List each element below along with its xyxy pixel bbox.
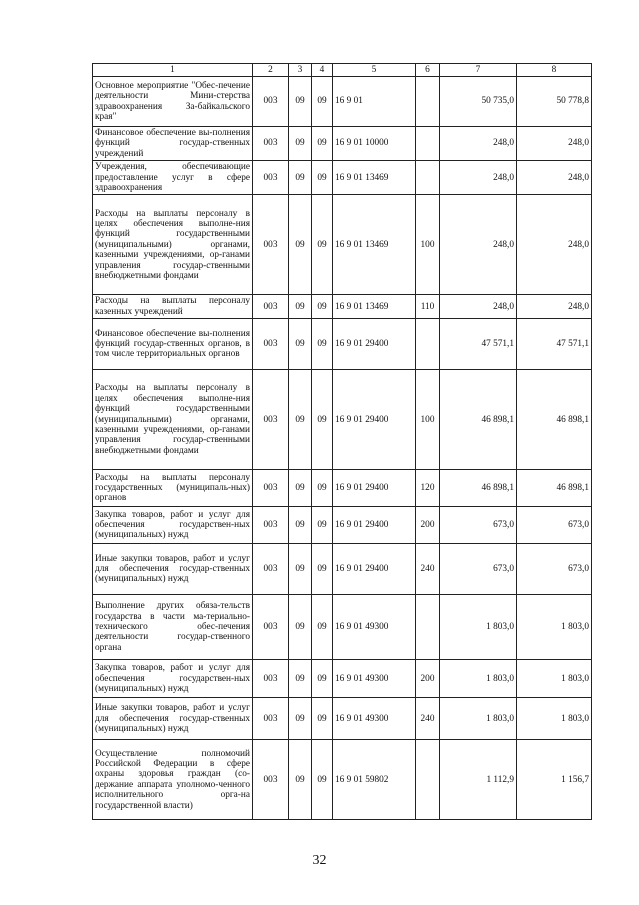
row-expense-type: 120 [416, 470, 440, 507]
row-section: 09 [289, 740, 312, 820]
row-target-article: 16 9 01 29400 [333, 319, 416, 370]
row-amount-year-2: 248,0 [517, 295, 592, 319]
row-subsection: 09 [312, 370, 333, 470]
row-subsection: 09 [312, 660, 333, 698]
row-amount-year-1: 1 803,0 [440, 698, 517, 740]
row-target-article: 16 9 01 13469 [333, 295, 416, 319]
row-subsection: 09 [312, 740, 333, 820]
row-expense-type [416, 595, 440, 660]
row-amount-year-1: 248,0 [440, 127, 517, 161]
row-subsection: 09 [312, 127, 333, 161]
row-admin-code: 003 [253, 698, 289, 740]
row-description: Учреждения, обеспечивающие предоставление услуг в сфере здравоохранения [93, 161, 253, 195]
row-expense-type [416, 77, 440, 127]
row-section: 09 [289, 507, 312, 544]
row-section: 09 [289, 595, 312, 660]
row-section: 09 [289, 295, 312, 319]
row-amount-year-2: 46 898,1 [517, 370, 592, 470]
row-amount-year-1: 673,0 [440, 544, 517, 595]
header-cell: 5 [333, 64, 416, 77]
row-expense-type: 240 [416, 544, 440, 595]
header-cell: 1 [93, 64, 253, 77]
row-amount-year-1: 50 735,0 [440, 77, 517, 127]
row-admin-code: 003 [253, 660, 289, 698]
table-row [93, 195, 592, 295]
row-description: Расходы на выплаты персоналу в целях обеспечения выполне-ния функций государственными (муниципальными) органами, казенными учреждениями, ор-ганами управления государ-ственными внебюджетными фондами [93, 370, 253, 470]
row-section: 09 [289, 544, 312, 595]
row-subsection: 09 [312, 195, 333, 295]
row-amount-year-2: 1 156,7 [517, 740, 592, 820]
table-row [93, 660, 592, 698]
row-amount-year-2: 673,0 [517, 507, 592, 544]
row-amount-year-2: 1 803,0 [517, 698, 592, 740]
row-section: 09 [289, 319, 312, 370]
row-section: 09 [289, 195, 312, 295]
row-amount-year-2: 1 803,0 [517, 595, 592, 660]
row-description: Закупка товаров, работ и услуг для обеспечения государствен-ных (муниципальных) нужд [93, 507, 253, 544]
row-expense-type: 110 [416, 295, 440, 319]
table-row [93, 507, 592, 544]
row-subsection: 09 [312, 295, 333, 319]
row-section: 09 [289, 698, 312, 740]
row-amount-year-1: 46 898,1 [440, 370, 517, 470]
row-expense-type [416, 127, 440, 161]
row-amount-year-2: 673,0 [517, 544, 592, 595]
row-description: Иные закупки товаров, работ и услуг для обеспечения государ-ственных (муниципальных) нужд [93, 544, 253, 595]
row-target-article: 16 9 01 13469 [333, 195, 416, 295]
row-target-article: 16 9 01 49300 [333, 660, 416, 698]
row-subsection: 09 [312, 544, 333, 595]
row-section: 09 [289, 127, 312, 161]
row-amount-year-2: 248,0 [517, 195, 592, 295]
row-amount-year-1: 673,0 [440, 507, 517, 544]
row-subsection: 09 [312, 470, 333, 507]
row-admin-code: 003 [253, 470, 289, 507]
row-admin-code: 003 [253, 77, 289, 127]
row-amount-year-2: 248,0 [517, 161, 592, 195]
row-description: Финансовое обеспечение вы-полнения функций государ-ственных органов, в том числе территориальных органов [93, 319, 253, 370]
table-row [93, 319, 592, 370]
row-description: Основное мероприятие "Обес-печение деятельности Мини-стерства здравоохранения За-байкальского края" [93, 77, 253, 127]
row-target-article: 16 9 01 29400 [333, 470, 416, 507]
row-admin-code: 003 [253, 507, 289, 544]
header-cell: 4 [312, 64, 333, 77]
row-admin-code: 003 [253, 740, 289, 820]
row-description: Иные закупки товаров, работ и услуг для обеспечения государ-ственных (муниципальных) нужд [93, 698, 253, 740]
table-row [93, 127, 592, 161]
table-row [93, 595, 592, 660]
row-description: Финансовое обеспечение вы-полнения функций государ-ственных учреждений [93, 127, 253, 161]
row-subsection: 09 [312, 698, 333, 740]
row-expense-type: 200 [416, 660, 440, 698]
row-description: Осуществление полномочий Российской Федерации в сфере охраны здоровья граждан (со-держание аппарата уполномо-ченного исполнительного орга-на государственной власти) [93, 740, 253, 820]
row-section: 09 [289, 77, 312, 127]
row-target-article: 16 9 01 29400 [333, 507, 416, 544]
row-amount-year-2: 1 803,0 [517, 660, 592, 698]
row-section: 09 [289, 370, 312, 470]
row-amount-year-1: 1 803,0 [440, 595, 517, 660]
row-admin-code: 003 [253, 370, 289, 470]
table-row [93, 544, 592, 595]
row-description: Выполнение других обяза-тельств государства в части ма-териально-технического обес-печения деятельности государ-ственного органа [93, 595, 253, 660]
row-target-article: 16 9 01 [333, 77, 416, 127]
table-row [93, 295, 592, 319]
row-description: Расходы на выплаты персоналу казенных учреждений [93, 295, 253, 319]
row-expense-type: 240 [416, 698, 440, 740]
row-amount-year-1: 248,0 [440, 195, 517, 295]
row-amount-year-2: 47 571,1 [517, 319, 592, 370]
table-row [93, 698, 592, 740]
row-amount-year-1: 1 803,0 [440, 660, 517, 698]
row-amount-year-1: 46 898,1 [440, 470, 517, 507]
row-description: Расходы на выплаты персоналу в целях обеспечения выполне-ния функций государственными (муниципальными) органами, казенными учреждениями, ор-ганами управления государ-ственными внебюджетными фондами [93, 195, 253, 295]
table-row [93, 740, 592, 820]
row-amount-year-2: 46 898,1 [517, 470, 592, 507]
row-expense-type: 200 [416, 507, 440, 544]
row-target-article: 16 9 01 59802 [333, 740, 416, 820]
header-cell: 8 [517, 64, 592, 77]
row-admin-code: 003 [253, 161, 289, 195]
header-cell: 7 [440, 64, 517, 77]
row-description: Закупка товаров, работ и услуг для обеспечения государствен-ных (муниципальных) нужд [93, 660, 253, 698]
row-admin-code: 003 [253, 295, 289, 319]
table-header-row [93, 64, 592, 77]
row-subsection: 09 [312, 77, 333, 127]
row-expense-type [416, 740, 440, 820]
row-section: 09 [289, 161, 312, 195]
row-expense-type: 100 [416, 370, 440, 470]
row-expense-type [416, 161, 440, 195]
table-row [93, 161, 592, 195]
header-cell: 3 [289, 64, 312, 77]
row-target-article: 16 9 01 49300 [333, 698, 416, 740]
row-subsection: 09 [312, 507, 333, 544]
row-admin-code: 003 [253, 319, 289, 370]
budget-table [92, 63, 592, 820]
table-row [93, 470, 592, 507]
row-amount-year-1: 1 112,9 [440, 740, 517, 820]
row-description: Расходы на выплаты персоналу государственных (муниципаль-ных) органов [93, 470, 253, 507]
row-amount-year-2: 50 778,8 [517, 77, 592, 127]
row-admin-code: 003 [253, 595, 289, 660]
row-expense-type: 100 [416, 195, 440, 295]
row-admin-code: 003 [253, 544, 289, 595]
row-section: 09 [289, 660, 312, 698]
row-amount-year-1: 248,0 [440, 295, 517, 319]
page-number: 32 [312, 853, 327, 868]
row-amount-year-2: 248,0 [517, 127, 592, 161]
row-subsection: 09 [312, 595, 333, 660]
table-row [93, 370, 592, 470]
row-target-article: 16 9 01 29400 [333, 370, 416, 470]
row-target-article: 16 9 01 10000 [333, 127, 416, 161]
row-section: 09 [289, 470, 312, 507]
table-row [93, 77, 592, 127]
row-amount-year-1: 47 571,1 [440, 319, 517, 370]
row-target-article: 16 9 01 13469 [333, 161, 416, 195]
row-admin-code: 003 [253, 127, 289, 161]
row-subsection: 09 [312, 319, 333, 370]
row-admin-code: 003 [253, 195, 289, 295]
header-cell: 6 [416, 64, 440, 77]
header-cell: 2 [253, 64, 289, 77]
row-expense-type [416, 319, 440, 370]
row-target-article: 16 9 01 49300 [333, 595, 416, 660]
row-target-article: 16 9 01 29400 [333, 544, 416, 595]
row-subsection: 09 [312, 161, 333, 195]
row-amount-year-1: 248,0 [440, 161, 517, 195]
